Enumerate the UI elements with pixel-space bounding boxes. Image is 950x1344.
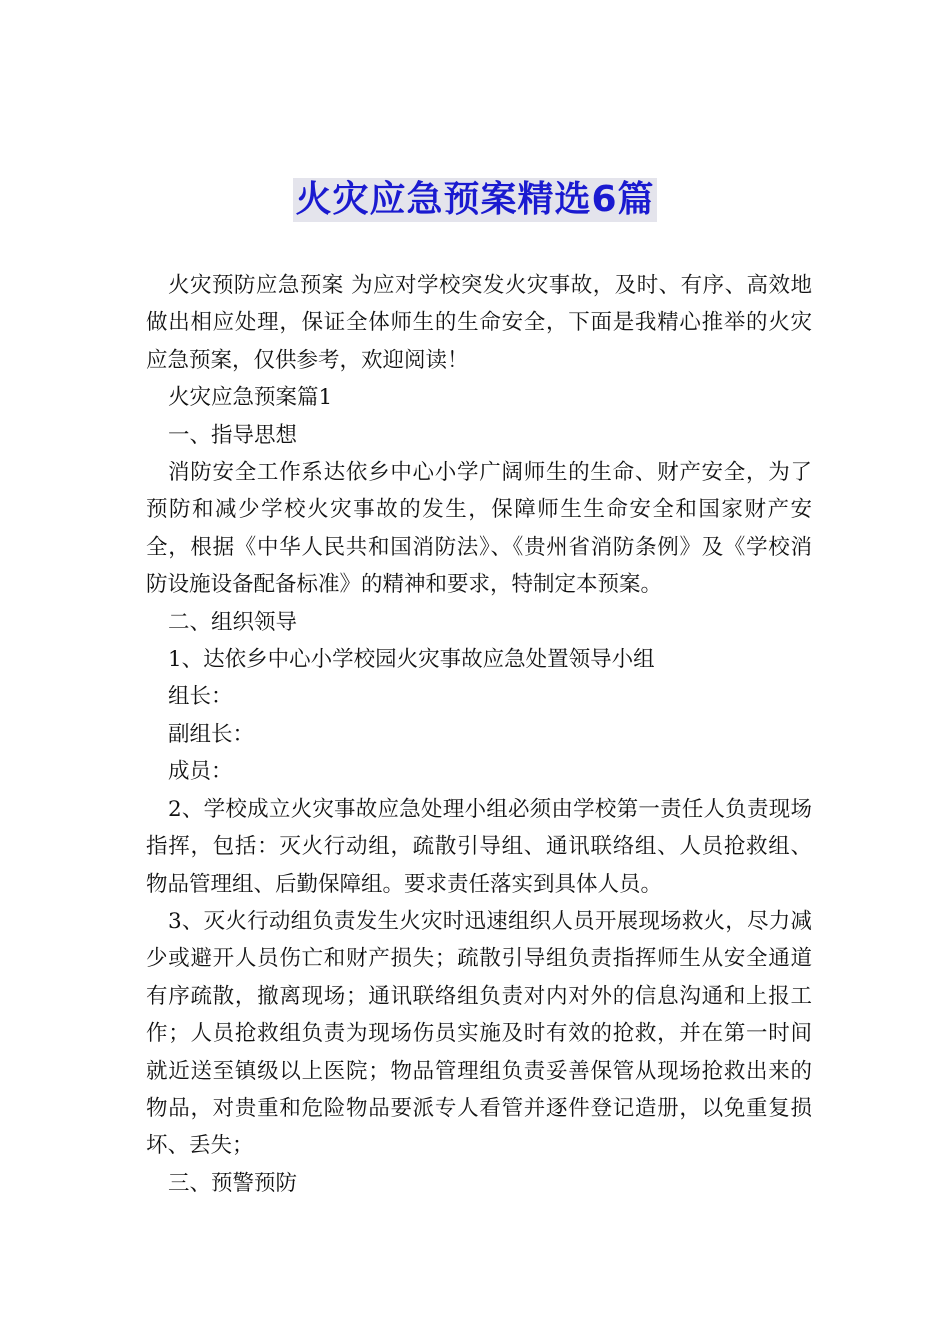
- leadership-group-item: 1、达依乡中心小学校园火灾事故应急处置领导小组: [168, 647, 655, 673]
- section-heading-guiding-thought: 一、指导思想: [168, 422, 298, 448]
- section-heading-prevention: 三、预警预防: [168, 1170, 298, 1196]
- response-team-paragraph: 2、学校成立火灾事故应急处理小组必须由学校第一责任人负责现场指挥，包括：灭火行动组，疏散引导组、通讯联络组、人员抢救组、物品管理组、后勤保障组。要求责任落实到具体人员。: [146, 796, 812, 897]
- document-body: [146, 267, 812, 1202]
- team-duties-paragraph: 3、灭火行动组负责发生火灾时迅速组织人员开展现场救火，尽力减少或避开人员伤亡和财产损失；疏散引导组负责指挥师生从安全通道有序疏散，撤离现场；通讯联络组负责对内对外的信息沟通和上报工作；人员抢救组负责为现场伤员实施及时有效的抢救，并在第一时间就近送至镇级以上医院；物品管理组负责妥善保管从现场抢救出来的物品，对贵重和危险物品要派专人看管并逐件登记造册，以免重复损坏、丢失；: [146, 908, 812, 1159]
- group-leader-line: 组长：: [168, 684, 233, 710]
- document-title: 火灾应急预案精选6篇: [295, 179, 655, 220]
- intro-paragraph: 火灾预防应急预案 为应对学校突发火灾事故，及时、有序、高效地做出相应处理，保证全体师生的生命安全，下面是我精心推举的火灾应急预案，仅供参考，欢迎阅读！: [146, 273, 812, 373]
- deputy-leader-line: 副组长：: [168, 721, 255, 747]
- section-heading-organization: 二、组织领导: [168, 609, 298, 635]
- members-line: 成员：: [168, 759, 233, 785]
- title-container: [0, 178, 950, 222]
- guiding-thought-paragraph: 消防安全工作系达依乡中心小学广阔师生的生命、财产安全，为了预防和减少学校火灾事故的发生，保障师生生命安全和国家财产安全，根据《中华人民共和国消防法》、《贵州省消防条例》及《学校消防设施设备配备标准》的精神和要求，特制定本预案。: [146, 460, 812, 598]
- section-heading-part-1: 火灾应急预案篇1: [168, 385, 333, 411]
